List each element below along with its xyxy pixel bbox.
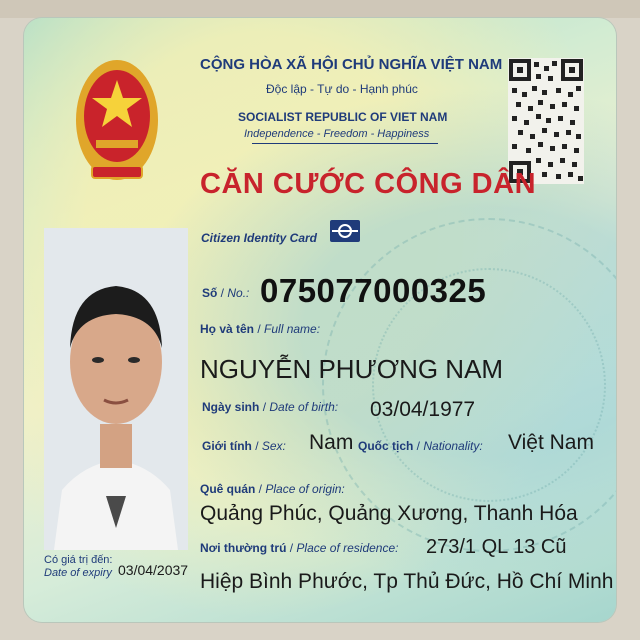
motto-vi: Độc lập - Tự do - Hạnh phúc: [266, 82, 418, 96]
sex-label-vi: Giới tính: [202, 439, 252, 453]
motto-en: Independence - Freedom - Happiness: [244, 128, 430, 140]
name-label-vi: Họ và tên: [200, 322, 255, 336]
full-name: NGUYỄN PHƯƠNG NAM: [200, 354, 504, 384]
expiry-label-en: Date of expiry: [44, 567, 112, 579]
residence-line-1: 273/1 QL 13 Cũ: [426, 536, 567, 558]
card-title-vi: CĂN CƯỚC CÔNG DÂN: [200, 168, 537, 200]
chip-icon: [330, 220, 360, 242]
header-divider: [252, 143, 438, 144]
expiry-date: 03/04/2037: [118, 562, 189, 578]
date-of-birth: 03/04/1977: [370, 398, 476, 421]
portrait-photo: [44, 228, 188, 550]
national-emblem-icon: [74, 54, 160, 194]
country-name-en: SOCIALIST REPUBLIC OF VIET NAM: [238, 110, 448, 124]
id-card: [24, 18, 616, 622]
sex-label-en: Sex:: [261, 439, 286, 453]
name-label-en: Full name:: [264, 322, 321, 336]
card-title-en: Citizen Identity Card: [201, 231, 318, 245]
dob-label: Ngày sinh / Date of birth:: [202, 400, 339, 414]
place-of-origin: Quảng Phúc, Quảng Xương, Thanh Hóa: [200, 502, 578, 525]
residence-line-2: Hiệp Bình Phước, Tp Thủ Đức, Hồ Chí Minh: [200, 570, 614, 593]
qr-code-icon: [508, 58, 584, 184]
portrait-silhouette: [44, 228, 188, 550]
nationality-label: Quốc tịch / Nationality:: [358, 439, 483, 453]
origin-label-en: Place of origin:: [265, 482, 345, 496]
origin-label: Quê quán / Place of origin:: [200, 482, 345, 496]
number-label: Số / No.:: [202, 286, 250, 300]
expiry-label-vi: Có giá trị đến:: [44, 554, 113, 566]
sex-label: Giới tính / Sex:: [202, 439, 286, 453]
nationality-value: Việt Nam: [508, 431, 594, 454]
name-label: Họ và tên / Full name:: [200, 322, 321, 336]
number-label-en: No.:: [227, 286, 250, 300]
residence-label-en: Place of residence:: [296, 541, 399, 555]
sex-value: Nam: [309, 431, 354, 454]
nationality-label-vi: Quốc tịch: [358, 439, 414, 453]
id-number: 075077000325: [260, 272, 487, 309]
residence-label-vi: Nơi thường trú: [200, 541, 287, 555]
background-strip: [0, 0, 640, 18]
nationality-label-en: Nationality:: [423, 439, 483, 453]
number-label-vi: Số: [202, 286, 218, 300]
dob-label-en: Date of birth:: [269, 400, 339, 414]
origin-label-vi: Quê quán: [200, 482, 256, 496]
expiry-label: [44, 554, 112, 580]
residence-label: Nơi thường trú / Place of residence:: [200, 541, 399, 555]
country-name-vi: CỘNG HÒA XÃ HỘI CHỦ NGHĨA VIỆT NAM: [200, 56, 503, 73]
dob-label-vi: Ngày sinh: [202, 400, 260, 414]
